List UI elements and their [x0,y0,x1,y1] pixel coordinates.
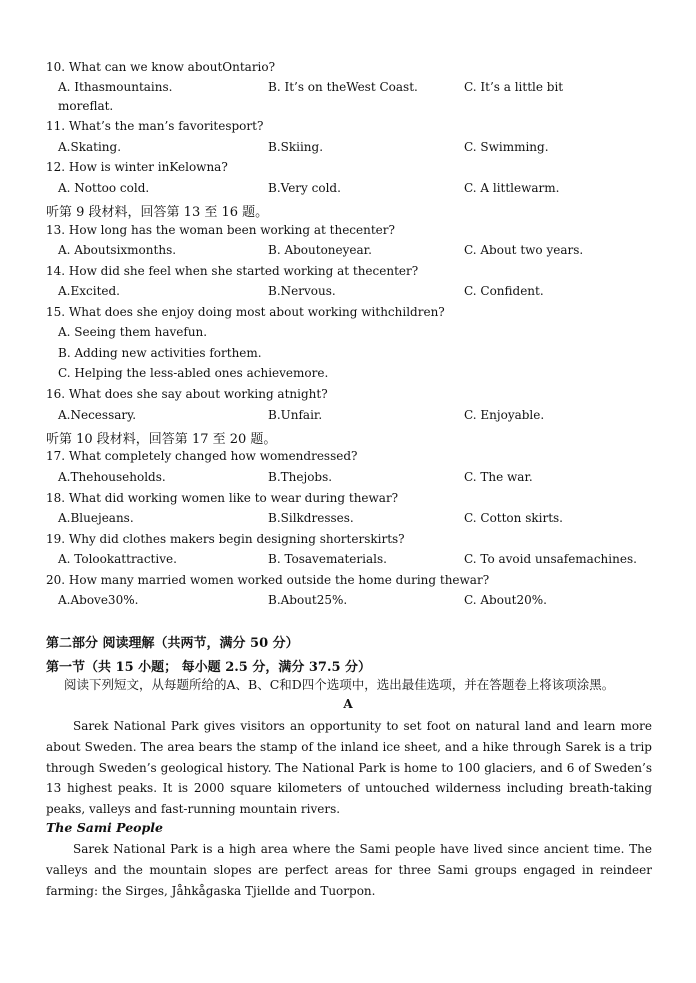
q20-option-c: C. About20%. [464,593,547,607]
q12-option-a: A. Nottoo cold. [58,181,150,195]
listening-instruction-10: 听第 10 段材料，回答第 17 至 20 题。 [46,432,277,447]
q10-option-b: B. It’s on theWest Coast. [268,80,418,94]
question-16: 16. What does she say about working atnight? [46,387,328,401]
q15-option-b: B. Adding new activities forthem. [58,346,262,360]
q13-option-a: A. Aboutsixmonths. [58,243,177,257]
section-one-heading: 第一节（共 15 小题； 每小题 2.5 分，满分 37.5 分） [46,660,372,675]
q16-option-c: C. Enjoyable. [464,408,545,422]
q14-option-b: B.Nervous. [268,284,336,298]
q10-option-c: C. It’s a little bit [464,80,564,94]
q17-option-b: B.Thejobs. [268,470,333,484]
passage-paragraph-2: Sarek National Park is a high area where the Sami people have lived since ancient time. The valleys and the mountain slopes are perfect areas for three Sami groups engaged in reindeer farming: the Sirges, Jåhkågaska Tjiellde and Tuorpon. [46,842,652,898]
q15-option-c: C. Helping the less-abled ones achievemore. [58,366,329,380]
q19-option-b: B. Tosavematerials. [268,552,387,566]
question-12: 12. How is winter inKelowna? [46,160,228,174]
question-17: 17. What completely changed how womendressed? [46,449,358,463]
q14-option-c: C. Confident. [464,284,544,298]
part-two-heading: 第二部分 阅读理解（共两节，满分 50 分） [46,636,299,651]
q15-option-a: A. Seeing them havefun. [58,325,208,339]
q13-option-b: B. Aboutoneyear. [268,243,372,257]
q11-option-b: B.Skiing. [268,140,324,154]
q12-option-c: C. A littlewarm. [464,181,560,195]
q10-option-c-continued: moreflat. [58,99,114,113]
q18-option-b: B.Silkdresses. [268,511,354,525]
passage-subheading: The Sami People [46,820,163,835]
q20-option-b: B.About25%. [268,593,348,607]
q11-option-c: C. Swimming. [464,140,549,154]
question-14: 14. How did she feel when she started working at thecenter? [46,264,419,278]
question-11: 11. What’s the man’s favoritesport? [46,119,264,133]
q11-option-a: A.Skating. [58,140,122,154]
listening-instruction-9: 听第 9 段材料，回答第 13 至 16 题。 [46,205,269,220]
q14-option-a: A.Excited. [58,284,120,298]
q13-option-c: C. About two years. [464,243,584,257]
q18-option-c: C. Cotton skirts. [464,511,563,525]
passage-letter: A [343,697,353,711]
question-18: 18. What did working women like to wear during thewar? [46,491,399,505]
question-10: 10. What can we know aboutOntario? [46,60,276,74]
q16-option-a: A.Necessary. [58,408,137,422]
question-15: 15. What does she enjoy doing most about working withchildren? [46,305,445,319]
q10-option-a: A. Ithasmountains. [58,80,173,94]
q19-option-c: C. To avoid unsafemachines. [464,552,637,566]
q16-option-b: B.Unfair. [268,408,323,422]
q20-option-a: A.Above30%. [58,593,139,607]
q12-option-b: B.Very cold. [268,181,341,195]
question-13: 13. How long has the woman been working at thecenter? [46,223,395,237]
q18-option-a: A.Bluejeans. [58,511,134,525]
q19-option-a: A. Tolookattractive. [58,552,177,566]
question-19: 19. Why did clothes makers begin designing shorterskirts? [46,532,405,546]
passage-paragraph-1: Sarek National Park gives visitors an opportunity to set foot on natural land and learn more about Sweden. The area bears the stamp of the inland ice sheet, and a hike through Sarek is a trip through Sweden’s geological history. The National Park is home to 100 glaciers, and 6 of Sweden’s 13 highest peaks. It is 2000 square kilometers of untouched wilderness including breath-taking peaks, valleys and fast-running mountain rivers. [46,719,652,817]
reading-directions: 阅读下列短文，从每题所给的A、B、C和D四个选项中，选出最佳选项，并在答题卷上将该项涂黑。 [64,677,615,692]
q17-option-a: A.Thehouseholds. [58,470,166,484]
q17-option-c: C. The war. [464,470,533,484]
question-20: 20. How many married women worked outside the home during thewar? [46,573,490,587]
